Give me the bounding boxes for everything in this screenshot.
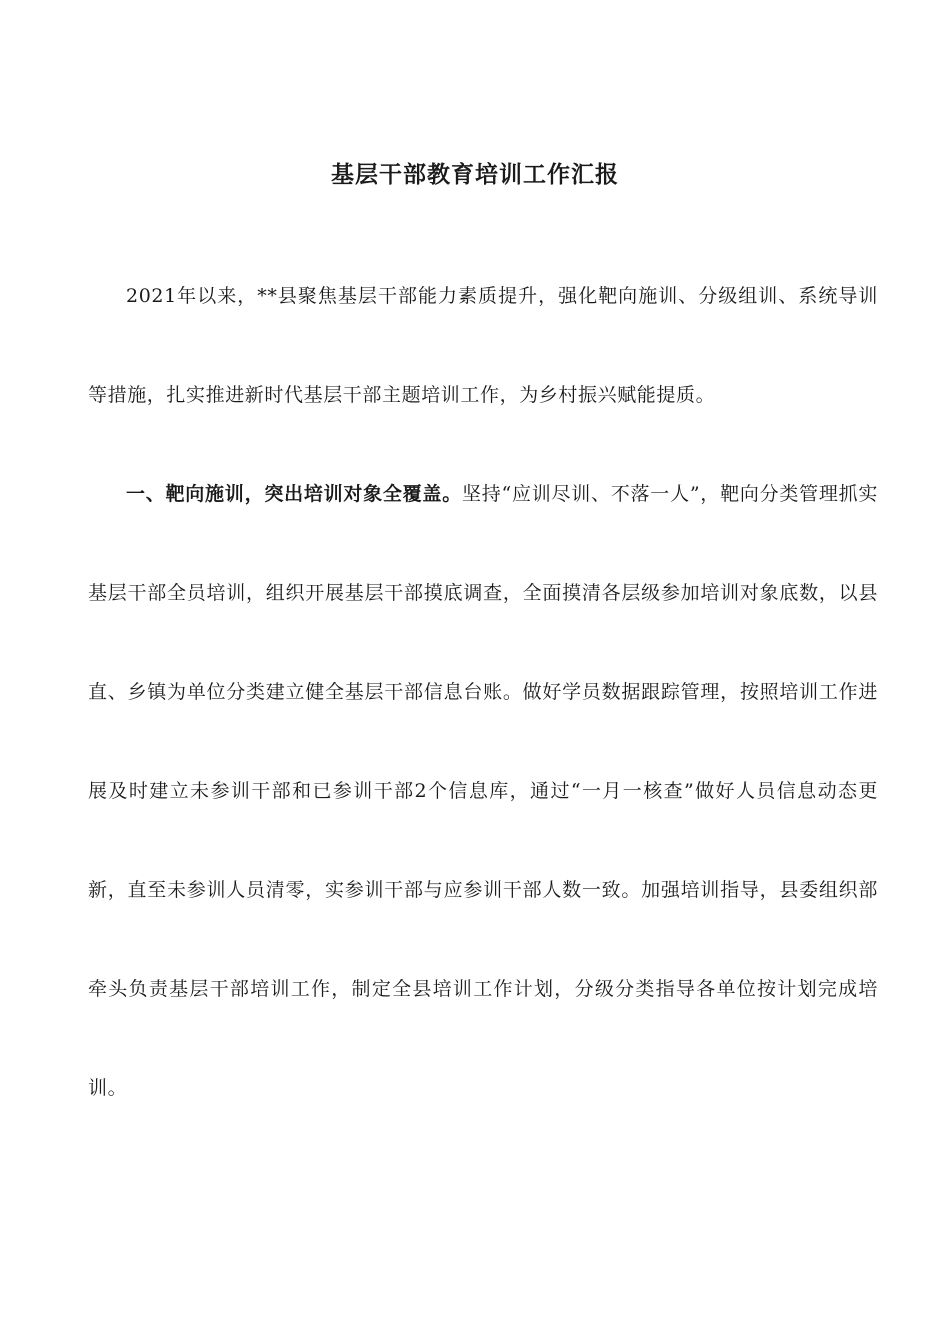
document-title: 基层干部教育培训工作汇报 [331,161,619,188]
section-one-text: 坚持“应训尽训、不落一人”，靶向分类管理抓实基层干部全员培训，组织开展基层干部摸底调查，全面摸清各层级参加培训对象底数，以县直、乡镇为单位分类建立健全基层干部信息台账。做好学员数据跟踪管理，按照培训工作进展及时建立未参训干部和已参训干部2个信息库，通过“一月一核查”做好人员信息动态更新，直至未参训人员清零，实参训干部与应参训干部人数一致。加强培训指导，县委组织部牵头负责基层干部培训工作，制定全县培训工作计划，分级分类指导各单位按计划完成培训。 [88,483,878,1099]
intro-paragraph-text: 2021年以来，**县聚焦基层干部能力素质提升，强化靶向施训、分级组训、系统导训等措施，扎实推进新时代基层干部主题培训工作，为乡村振兴赋能提质。 [88,285,878,406]
section-one-heading: 一、靶向施训，突出培训对象全覆盖。 [126,483,462,505]
section-one-paragraph [88,445,878,1138]
document-body [88,247,878,1138]
intro-paragraph [88,247,878,445]
